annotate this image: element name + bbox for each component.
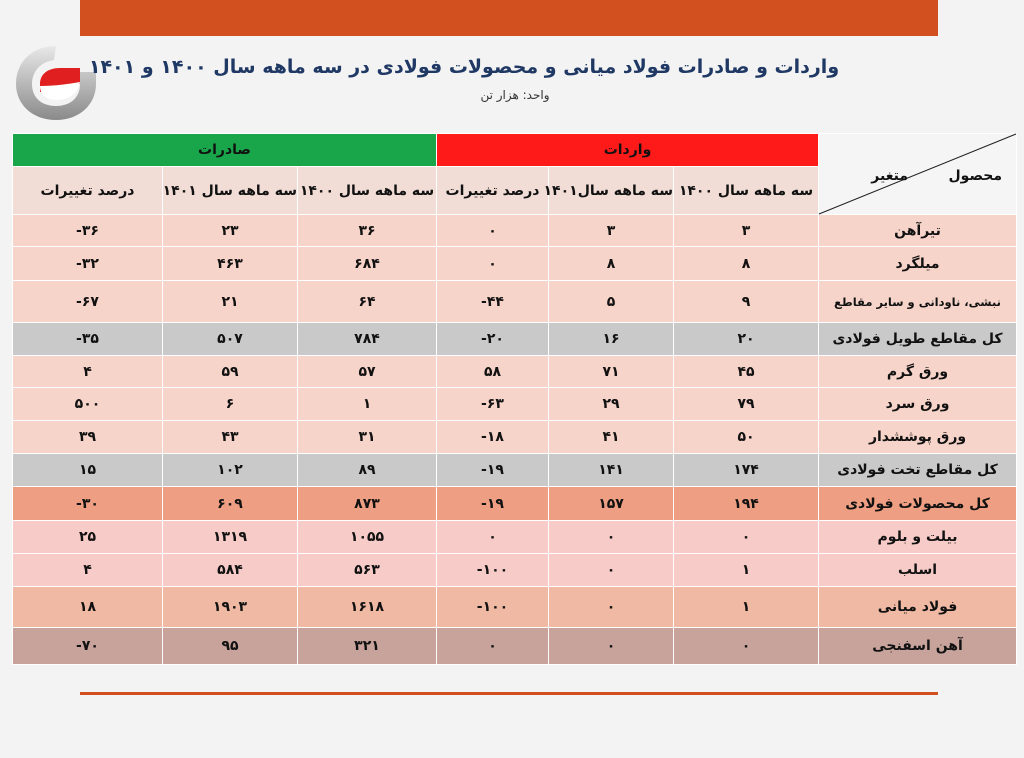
cell-imp-1401: ۰ [549, 628, 674, 665]
cell-exp-1401: ۵۹ [163, 356, 298, 388]
corner-variable-label: متغیر [871, 168, 909, 184]
header-exp-1400: سه ماهه سال ۱۴۰۰ [298, 167, 437, 215]
row-name: آهن اسفنجی [819, 628, 1017, 665]
cell-imp-1400: ۱۹۴ [674, 487, 819, 521]
row-name: کل مقاطع طویل فولادی [819, 323, 1017, 356]
header-imp-1400: سه ماهه سال ۱۴۰۰ [674, 167, 819, 215]
cell-imp-1400: ۴۵ [674, 356, 819, 388]
row-name: اسلب [819, 554, 1017, 587]
cell-exp-1401: ۱۹۰۳ [163, 587, 298, 628]
cell-imp-1400: ۹ [674, 281, 819, 323]
page-title: واردات و صادرات فولاد میانی و محصولات فولادی در سه ماهه سال ۱۴۰۰ و ۱۴۰۱ [88, 56, 840, 78]
table-row [13, 323, 1017, 356]
cell-exp-1401: ۶ [163, 388, 298, 421]
cell-exp-1400: ۶۸۴ [298, 247, 437, 281]
cell-exp-1401: ۴۶۳ [163, 247, 298, 281]
cell-exp-change: ۷۰- [13, 628, 163, 665]
row-name: ورق گرم [819, 356, 1017, 388]
cell-imp-1401: ۰ [549, 521, 674, 554]
cell-imp-1400: ۸ [674, 247, 819, 281]
cell-imp-1401: ۷۱ [549, 356, 674, 388]
table-row [13, 388, 1017, 421]
table-row [13, 454, 1017, 487]
unit-label: واحد: هزار تن [480, 88, 550, 102]
cell-exp-1400: ۳۱ [298, 421, 437, 454]
cell-imp-1400: ۱ [674, 587, 819, 628]
imports-group-header: واردات [437, 134, 819, 167]
cell-exp-1401: ۱۳۱۹ [163, 521, 298, 554]
table-row [13, 628, 1017, 665]
cell-exp-1400: ۸۷۳ [298, 487, 437, 521]
cell-imp-1400: ۵۰ [674, 421, 819, 454]
cell-imp-1400: ۷۹ [674, 388, 819, 421]
cell-imp-1401: ۱۵۷ [549, 487, 674, 521]
cell-exp-1401: ۵۰۷ [163, 323, 298, 356]
cell-exp-1400: ۵۷ [298, 356, 437, 388]
cell-imp-1401: ۸ [549, 247, 674, 281]
row-name: فولاد میانی [819, 587, 1017, 628]
row-name: ورق سرد [819, 388, 1017, 421]
ims-logo-icon [10, 42, 102, 124]
cell-imp-1401: ۰ [549, 554, 674, 587]
cell-exp-1401: ۲۱ [163, 281, 298, 323]
cell-imp-change: ۶۳- [437, 388, 549, 421]
cell-imp-1400: ۱۷۴ [674, 454, 819, 487]
cell-imp-change: ۱۹- [437, 454, 549, 487]
row-name: کل محصولات فولادی [819, 487, 1017, 521]
cell-imp-change: ۵۸ [437, 356, 549, 388]
table-row [13, 421, 1017, 454]
cell-exp-change: ۱۸ [13, 587, 163, 628]
cell-exp-change: ۱۵ [13, 454, 163, 487]
cell-imp-1401: ۱۴۱ [549, 454, 674, 487]
table-row [13, 554, 1017, 587]
cell-exp-1401: ۶۰۹ [163, 487, 298, 521]
cell-imp-change: ۱۹- [437, 487, 549, 521]
row-name: ورق پوششدار [819, 421, 1017, 454]
cell-exp-1400: ۱ [298, 388, 437, 421]
cell-exp-change: ۵۰۰ [13, 388, 163, 421]
table-row [13, 487, 1017, 521]
cell-exp-change: ۲۵ [13, 521, 163, 554]
row-name: کل مقاطع تخت فولادی [819, 454, 1017, 487]
cell-exp-1400: ۶۴ [298, 281, 437, 323]
cell-exp-change: ۴ [13, 554, 163, 587]
cell-imp-1400: ۱ [674, 554, 819, 587]
cell-exp-1400: ۳۶ [298, 215, 437, 247]
table-row [13, 281, 1017, 323]
trade-table [12, 133, 1017, 665]
cell-imp-1400: ۰ [674, 628, 819, 665]
header-imp-1401: سه ماهه سال۱۴۰۱ [549, 167, 674, 215]
cell-imp-change: ۴۴- [437, 281, 549, 323]
cell-imp-1401: ۱۶ [549, 323, 674, 356]
table-row [13, 247, 1017, 281]
cell-imp-1400: ۲۰ [674, 323, 819, 356]
header-imp-change: درصد تغییرات [437, 167, 549, 215]
cell-imp-1401: ۳ [549, 215, 674, 247]
cell-exp-1400: ۳۲۱ [298, 628, 437, 665]
header-exp-1401: سه ماهه سال ۱۴۰۱ [163, 167, 298, 215]
cell-exp-change: ۴ [13, 356, 163, 388]
table-row [13, 521, 1017, 554]
cell-exp-change: ۳۹ [13, 421, 163, 454]
cell-exp-1401: ۹۵ [163, 628, 298, 665]
cell-exp-1401: ۵۸۴ [163, 554, 298, 587]
corner-header [819, 134, 1017, 215]
cell-exp-change: ۳۶- [13, 215, 163, 247]
cell-exp-1400: ۸۹ [298, 454, 437, 487]
cell-exp-1400: ۱۰۵۵ [298, 521, 437, 554]
cell-imp-change: ۰ [437, 628, 549, 665]
cell-imp-change: ۰ [437, 247, 549, 281]
cell-imp-1401: ۲۹ [549, 388, 674, 421]
cell-imp-change: ۱۰۰- [437, 587, 549, 628]
cell-imp-1401: ۰ [549, 587, 674, 628]
cell-exp-1401: ۱۰۲ [163, 454, 298, 487]
top-accent-bar [80, 0, 938, 36]
cell-exp-1400: ۵۶۳ [298, 554, 437, 587]
cell-imp-change: ۰ [437, 521, 549, 554]
row-name: میلگرد [819, 247, 1017, 281]
cell-imp-1400: ۳ [674, 215, 819, 247]
cell-imp-1401: ۴۱ [549, 421, 674, 454]
cell-imp-1400: ۰ [674, 521, 819, 554]
bottom-accent-rule [80, 692, 938, 695]
cell-exp-change: ۳۲- [13, 247, 163, 281]
cell-exp-change: ۳۰- [13, 487, 163, 521]
cell-imp-1401: ۵ [549, 281, 674, 323]
cell-exp-1400: ۷۸۴ [298, 323, 437, 356]
row-name: بیلت و بلوم [819, 521, 1017, 554]
corner-product-label: محصول [948, 168, 1003, 184]
table-row [13, 356, 1017, 388]
row-name: تیرآهن [819, 215, 1017, 247]
cell-imp-change: ۲۰- [437, 323, 549, 356]
cell-imp-change: ۰ [437, 215, 549, 247]
row-name: نبشی، ناودانی و سایر مقاطع [819, 281, 1017, 323]
cell-imp-change: ۱۰۰- [437, 554, 549, 587]
table-row [13, 215, 1017, 247]
cell-exp-change: ۳۵- [13, 323, 163, 356]
cell-imp-change: ۱۸- [437, 421, 549, 454]
cell-exp-1401: ۲۳ [163, 215, 298, 247]
cell-exp-1401: ۴۳ [163, 421, 298, 454]
header-exp-change: درصد تغییرات [13, 167, 163, 215]
cell-exp-1400: ۱۶۱۸ [298, 587, 437, 628]
cell-exp-change: ۶۷- [13, 281, 163, 323]
table-row [13, 587, 1017, 628]
exports-group-header: صادرات [13, 134, 437, 167]
